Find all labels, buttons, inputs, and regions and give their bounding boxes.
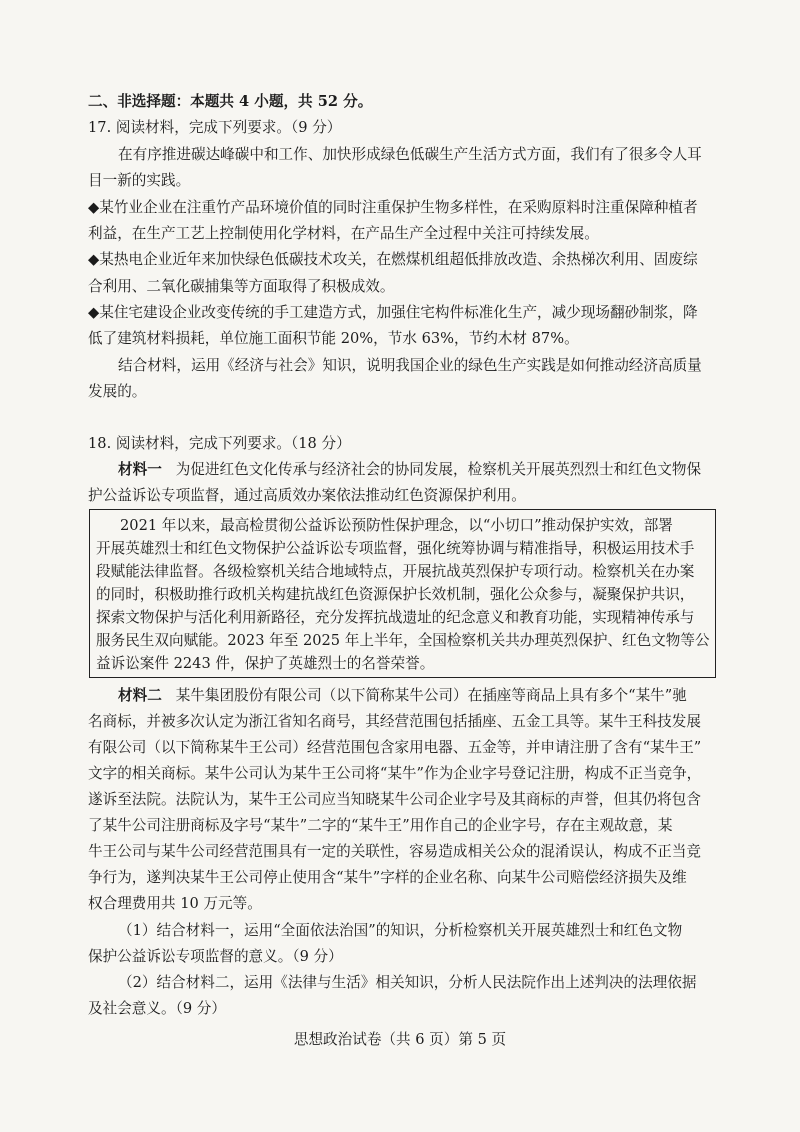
page-footer: 思想政治试卷（共 6 页）第 5 页 xyxy=(293,1031,507,1048)
box-line: 益诉讼案件 2243 件，保护了英雄烈士的名誉荣誉。 xyxy=(96,655,435,672)
q18-material-2-line: 名商标，并被多次认定为浙江省知名商号，其经营范围包括插座、五金工具等。某牛王科技发展 xyxy=(88,713,701,730)
q17-task-line: 结合材料，运用《经济与社会》知识，说明我国企业的绿色生产实践是如何推动经济高质量 xyxy=(118,357,702,374)
box-line: 服务民生双向赋能。2023 年至 2025 年上半年，全国检察机关共办理英烈保护、红色文物等公 xyxy=(96,632,710,649)
q17-bullet-line: ◆某住宅建设企业改变传统的手工建造方式，加强住宅构件标准化生产，减少现场翻砂制浆，降 xyxy=(88,304,698,321)
q18-sub-question-1: 保护公益诉讼专项监督的意义。（9 分） xyxy=(88,948,343,965)
q17-bullet-line: 低了建筑材料损耗，单位施工面积节能 20%，节水 63%，节约木材 87%。 xyxy=(88,330,579,347)
q18-sub-question-2: 及社会意义。（9 分） xyxy=(88,1000,226,1017)
q18-sub-question-1: （1）结合材料一，运用“全面依法治国”的知识，分析检察机关开展英雄烈士和红色文物 xyxy=(118,922,683,939)
q18-material-2-line: 牛王公司与某牛公司经营范围具有一定的关联性，容易造成相关公众的混淆误认，构成不正当竞 xyxy=(88,843,701,860)
q17-bullet-line: 利益，在生产工艺上控制使用化学材料，在产品生产全过程中关注可持续发展。 xyxy=(88,225,599,242)
q17-bullet-line: ◆某竹业企业在注重竹产品环境价值的同时注重保护生物多样性，在采购原料时注重保障种植者 xyxy=(88,199,698,216)
q18-material-2-line: 了某牛公司注册商标及字号“某牛”二字的“某牛王”用作自己的企业字号，存在主观故意，某 xyxy=(88,817,673,834)
q18-material-2-line: 文字的相关商标。某牛公司认为某牛王公司将“某牛”作为企业字号登记注册，构成不正当竞争， xyxy=(88,765,702,782)
material-2-label: 材料二 xyxy=(118,687,162,704)
q17-task-line: 发展的。 xyxy=(88,383,147,400)
q17-bullet-line: ◆某热电企业近年来加快绿色低碳技术攻关，在燃煤机组超低排放改造、余热梯次利用、固废综 xyxy=(88,251,698,268)
q17-bullet-line: 合利用、二氧化碳捕集等方面取得了积极成效。 xyxy=(88,278,395,295)
q18-material-1-line: 护公益诉讼专项监督，通过高质效办案依法推动红色资源保护利用。 xyxy=(88,487,526,504)
box-line: 的同时，积极助推行政机关构建抗战红色资源保护长效机制，强化公众参与，凝聚保护共识， xyxy=(96,586,695,603)
q18-material-2-line: 权合理费用共 10 万元等。 xyxy=(88,895,262,912)
material-1-text: 为促进红色文化传承与经济社会的协同发展，检察机关开展英烈烈士和红色文物保 xyxy=(175,461,702,478)
q18-material-2-line: 有限公司（以下简称某牛王公司）经营范围包含家用电器、五金等，并申请注册了含有“某牛王” xyxy=(88,739,702,756)
box-line: 探索文物保护与活化利用新路径，充分发挥抗战遗址的纪念意义和教育功能，实现精神传承与 xyxy=(96,609,695,626)
box-line: 开展英雄烈士和红色文物保护公益诉讼专项监督，强化统筹协调与精准指导，积极运用技术手 xyxy=(96,540,695,557)
q18-material-2-line: 争行为，遂判决某牛王公司停止使用含“某牛”字样的企业名称、向某牛公司赔偿经济损失及维 xyxy=(88,869,687,886)
box-line: 段赋能法律监督。各级检察机关结合地域特点，开展抗战英烈保护专项行动。检察机关在办案 xyxy=(96,563,695,580)
material-2-text: 某牛集团股份有限公司（以下简称某牛公司）在插座等商品上具有多个“某牛”驰 xyxy=(175,687,687,704)
q18-material-2-line xyxy=(118,686,687,706)
q17-intro-line: 在有序推进碳达峰碳中和工作、加快形成绿色低碳生产生活方式方面，我们有了很多令人耳 xyxy=(118,146,702,163)
q17-intro-line: 目一新的实践。 xyxy=(88,172,191,189)
q18-sub-question-2: （2）结合材料二，运用《法律与生活》相关知识，分析人民法院作出上述判决的法理依据 xyxy=(118,974,697,991)
section-header: 二、非选择题：本题共 4 小题，共 52 分。 xyxy=(88,93,373,110)
q18-material-2-line: 遂诉至法院。法院认为，某牛王公司应当知晓某牛公司企业字号及其商标的声誉，但其仍将包含 xyxy=(88,791,701,808)
q18-title: 18. 阅读材料，完成下列要求。（18 分） xyxy=(88,435,351,452)
q17-title: 17. 阅读材料，完成下列要求。（9 分） xyxy=(88,119,342,136)
material-1-label: 材料一 xyxy=(118,461,162,478)
q18-material-1-line xyxy=(118,460,701,480)
box-line: 2021 年以来，最高检贯彻公益诉讼预防性保护理念，以“小切口”推动保护实效，部署 xyxy=(120,517,673,534)
